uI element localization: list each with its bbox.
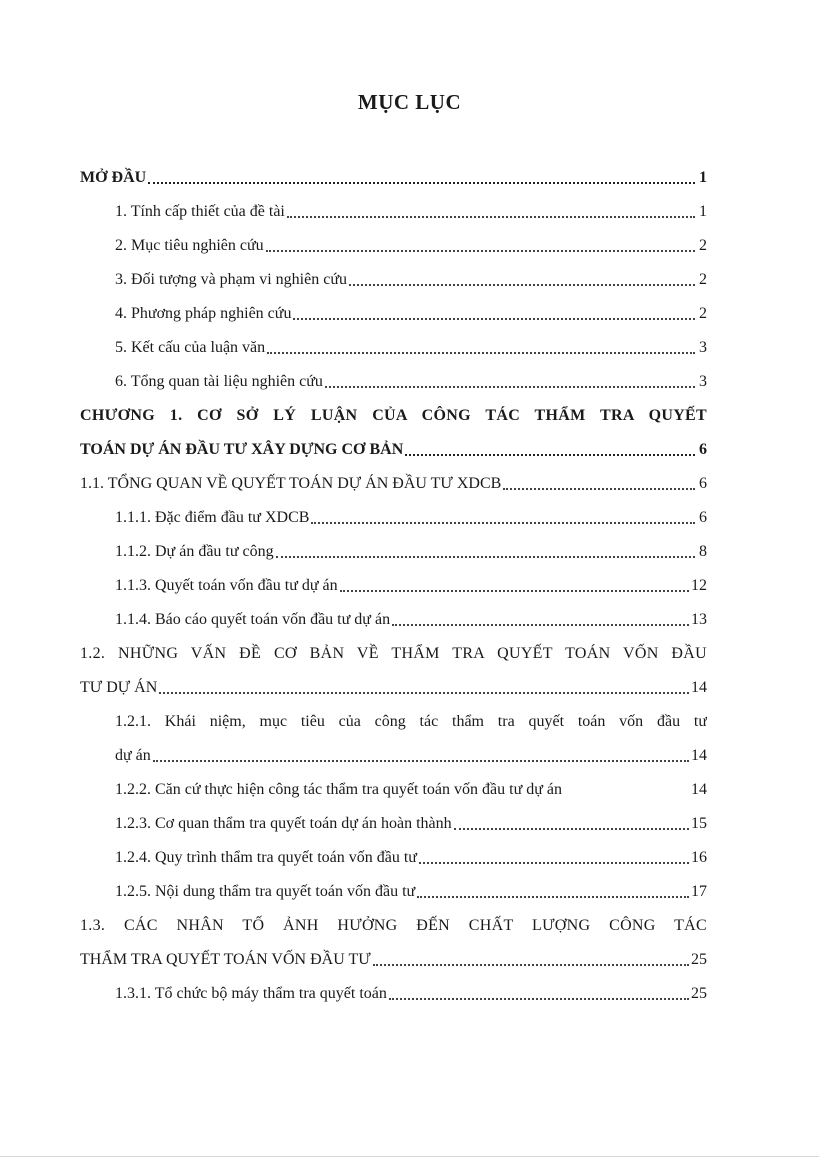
dot-leader: [389, 998, 689, 1000]
toc-page-number: 8: [699, 543, 707, 560]
toc-entry-label: 1.1.4. Báo cáo quyết toán vốn đầu tư dự án: [115, 611, 391, 628]
dot-leader: [503, 488, 695, 490]
toc-entry[interactable]: [80, 192, 707, 226]
dot-leader: [405, 454, 695, 456]
toc-entry[interactable]: [80, 770, 707, 804]
toc-entry-label-line2: TƯ DỰ ÁN: [80, 679, 158, 696]
toc-entry-chapter-1[interactable]: [80, 396, 707, 464]
dot-leader: [349, 284, 695, 286]
toc-page-number: 2: [699, 305, 707, 322]
toc-entry-label: 2. Mục tiêu nghiên cứu: [115, 237, 264, 254]
toc-entry[interactable]: [80, 702, 707, 770]
toc-entry-label: 6. Tổng quan tài liệu nghiên cứu: [115, 373, 323, 390]
dot-leader: [293, 318, 695, 320]
toc-entry-section[interactable]: [80, 906, 707, 974]
dot-leader: [276, 556, 695, 558]
toc-entry-label: 1. Tính cấp thiết của đề tài: [115, 203, 285, 220]
toc-entry-label: 5. Kết cấu của luận văn: [115, 339, 266, 356]
dot-leader: [417, 896, 689, 898]
toc-page-number: 12: [691, 577, 707, 594]
toc-entry-label: 1.2.4. Quy trình thẩm tra quyết toán vốn đầu tư: [115, 849, 417, 866]
toc-entry[interactable]: [80, 362, 707, 396]
toc-entry-label: 1.2.2. Căn cứ thực hiện công tác thẩm tra quyết toán vốn đầu tư dự án: [115, 781, 563, 798]
toc-page-number: 25: [691, 985, 707, 1002]
toc-page-number: 6: [699, 509, 707, 526]
toc-page-number: 16: [691, 849, 707, 866]
toc-page-number: 6: [699, 441, 707, 458]
toc-entry[interactable]: [80, 226, 707, 260]
table-of-contents: [80, 158, 707, 1008]
dot-leader: [454, 828, 689, 830]
toc-entry-label-line1: 1.2.1. Khái niệm, mục tiêu của công tác thẩm tra quyết toán vốn đầu tư: [115, 713, 707, 730]
toc-entry-label: 1.1.2. Dự án đầu tư công: [115, 543, 274, 560]
dot-leader: [287, 216, 695, 218]
toc-entry-label: 1.2.5. Nội dung thẩm tra quyết toán vốn đầu tư: [115, 883, 416, 900]
toc-entry-label: MỞ ĐẦU: [80, 169, 147, 186]
toc-entry-label: 4. Phương pháp nghiên cứu: [115, 305, 292, 322]
toc-page-number: 25: [691, 951, 707, 968]
toc-entry[interactable]: [80, 804, 707, 838]
page-title: MỤC LỤC: [357, 90, 462, 114]
toc-page-number: 6: [699, 475, 707, 492]
toc-page-number: 2: [699, 237, 707, 254]
dot-leader: [373, 964, 689, 966]
toc-entry-label: 1.3.1. Tổ chức bộ máy thẩm tra quyết toán: [115, 985, 387, 1002]
toc-entry-label-line1: CHƯƠNG 1. CƠ SỞ LÝ LUẬN CỦA CÔNG TÁC THẨM TRA QUYẾT: [80, 407, 707, 424]
toc-page-number: 2: [699, 271, 707, 288]
toc-page-number: 14: [691, 747, 707, 764]
toc-entry-section[interactable]: [80, 464, 707, 498]
dot-leader: [564, 794, 689, 796]
toc-entry-label: 1.1.1. Đặc điểm đầu tư XDCB: [115, 509, 310, 526]
toc-entry-label-line2: TOÁN DỰ ÁN ĐẦU TƯ XÂY DỰNG CƠ BẢN: [80, 441, 404, 458]
toc-page-number: 1: [699, 203, 707, 220]
toc-entry-label: 3. Đối tượng và phạm vi nghiên cứu: [115, 271, 347, 288]
toc-entry[interactable]: [80, 498, 707, 532]
toc-page-number: 15: [691, 815, 707, 832]
toc-entry-label: 1.1.3. Quyết toán vốn đầu tư dự án: [115, 577, 338, 594]
toc-entry[interactable]: [80, 328, 707, 362]
toc-page-number: 13: [691, 611, 707, 628]
toc-page-number: 14: [691, 781, 707, 798]
toc-entry-label-line2: dự án: [115, 747, 151, 764]
dot-leader: [325, 386, 695, 388]
toc-entry-label-line2: THẨM TRA QUYẾT TOÁN VỐN ĐẦU TƯ: [80, 951, 371, 968]
toc-entry[interactable]: [80, 260, 707, 294]
dot-leader: [266, 250, 695, 252]
dot-leader: [267, 352, 695, 354]
toc-entry[interactable]: [80, 872, 707, 906]
toc-entry-section[interactable]: [80, 634, 707, 702]
dot-leader: [392, 624, 689, 626]
toc-entry-label: 1.1. TỔNG QUAN VỀ QUYẾT TOÁN DỰ ÁN ĐẦU TƯ XDCB: [80, 475, 502, 492]
toc-entry[interactable]: [80, 294, 707, 328]
dot-leader: [148, 182, 695, 184]
toc-entry[interactable]: [80, 838, 707, 872]
dot-leader: [153, 760, 689, 762]
toc-entry-label: 1.2.3. Cơ quan thẩm tra quyết toán dự án hoàn thành: [115, 815, 452, 832]
dot-leader: [340, 590, 689, 592]
toc-page-number: 17: [691, 883, 707, 900]
dot-leader: [311, 522, 695, 524]
toc-entry[interactable]: [80, 974, 707, 1008]
dot-leader: [419, 862, 689, 864]
toc-page-number: 14: [691, 679, 707, 696]
toc-entry-introduction[interactable]: [80, 158, 707, 192]
toc-entry-label-line1: 1.3. CÁC NHÂN TỐ ẢNH HƯỞNG ĐẾN CHẤT LƯỢNG CÔNG TÁC: [80, 917, 707, 934]
toc-page-number: 3: [699, 339, 707, 356]
toc-entry[interactable]: [80, 532, 707, 566]
toc-page-number: 1: [699, 169, 707, 186]
toc-entry-label-line1: 1.2. NHỮNG VẤN ĐỀ CƠ BẢN VỀ THẨM TRA QUYẾT TOÁN VỐN ĐẦU: [80, 645, 707, 662]
toc-entry[interactable]: [80, 566, 707, 600]
dot-leader: [159, 692, 689, 694]
toc-page-number: 3: [699, 373, 707, 390]
page-bottom-edge: [0, 1156, 819, 1157]
toc-entry[interactable]: [80, 600, 707, 634]
